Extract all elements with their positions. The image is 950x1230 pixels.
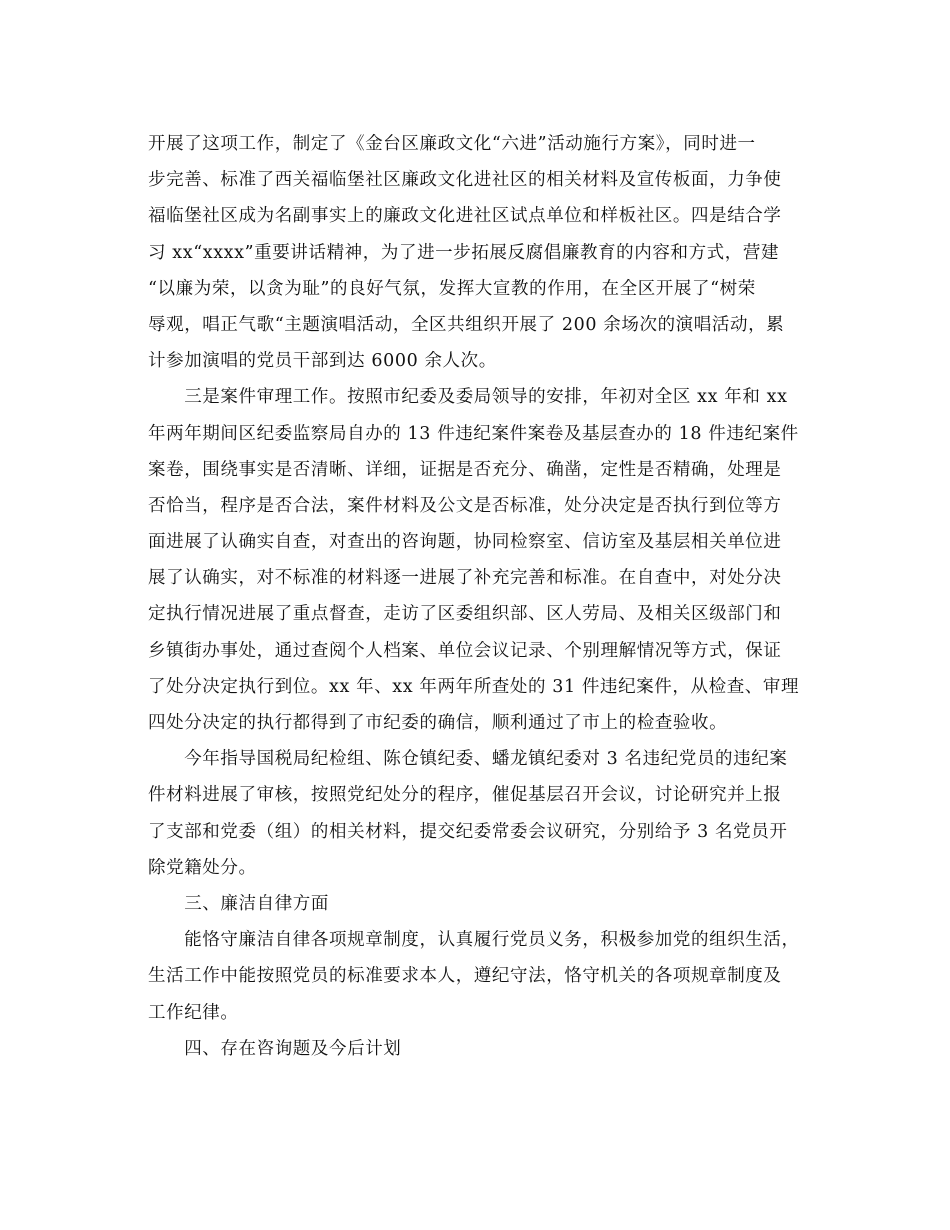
- text-line: 能恪守廉洁自律各项规章制度，认真履行党员义务，积极参加党的组织生活，: [148, 930, 800, 951]
- text-line: 今年指导国税局纪检组、陈仓镇纪委、蟠龙镇纪委对 3 名违纪党员的违纪案: [148, 749, 788, 770]
- text-line: 件材料进展了审核，按照党纪处分的程序，催促基层召开会议，讨论研究并上报: [148, 785, 782, 806]
- text-line: 除党籍处分。: [148, 857, 257, 878]
- document-body: [148, 126, 804, 1067]
- text-line: 展了认确实，对不标准的材料逐一进展了补充完善和标准。在自查中，对处分决: [148, 568, 782, 589]
- text-line: 了处分决定执行到位。xx 年、xx 年两年所查处的 31 件违纪案件，从检查、审理: [148, 676, 800, 697]
- text-line: 了支部和党委（组）的相关材料，提交纪委常委会议研究，分别给予 3 名党员开: [148, 821, 788, 842]
- text-line: 案卷，围绕事实是否清晰、详细，证据是否充分、确凿，定性是否精确，处理是: [148, 459, 782, 480]
- text-line: 定执行情况进展了重点督查，走访了区委组织部、区人劳局、及相关区级部门和: [148, 604, 782, 625]
- text-line: 年两年期间区纪委监察局自办的 13 件违纪案件案卷及基层查办的 18 件违纪案件: [148, 423, 799, 444]
- section-heading: 三、廉洁自律方面: [148, 893, 329, 914]
- text-line: 四处分决定的执行都得到了市纪委的确信，顺利通过了市上的检查验收。: [148, 713, 728, 733]
- text-line: 三是案件审理工作。按照市纪委及委局领导的安排，年初对全区 xx 年和 xx: [148, 387, 788, 408]
- text-line: 乡镇街办事处，通过查阅个人档案、单位会议记录、个别理解情况等方式，保证: [148, 640, 782, 661]
- section-heading: 四、存在咨询题及今后计划: [148, 1038, 402, 1059]
- text-line: 习 xx“xxxx”重要讲话精神，为了进一步拓展反腐倡廉教育的内容和方式，营建: [148, 242, 780, 263]
- text-line: 否恰当，程序是否合法，案件材料及公文是否标准，处分决定是否执行到位等方: [148, 495, 782, 516]
- text-line: 生活工作中能按照党员的标准要求本人，遵纪守法，恪守机关的各项规章制度及: [148, 966, 782, 987]
- text-line: 福临堡社区成为名副事实上的廉政文化进社区试点单位和样板社区。四是结合学: [148, 206, 782, 227]
- text-line: 工作纪律。: [148, 1002, 239, 1023]
- text-line: “以廉为荣，以贪为耻”的良好气氛，发挥大宣教的作用，在全区开展了“树荣: [148, 278, 756, 299]
- text-line: 计参加演唱的党员干部到达 6000 余人次。: [148, 351, 497, 372]
- text-line: 面进展了认确实自查，对查出的咨询题，协同检察室、信访室及基层相关单位进: [148, 532, 782, 553]
- text-line: 开展了这项工作，制定了《金台区廉政文化“六进”活动施行方案》，同时进一: [148, 134, 756, 154]
- text-line: 辱观，唱正气歌“主题演唱活动，全区共组织开展了 200 余场次的演唱活动，累: [148, 314, 785, 335]
- text-line: 步完善、标准了西关福临堡社区廉政文化进社区的相关材料及宣传板面，力争使: [148, 170, 782, 191]
